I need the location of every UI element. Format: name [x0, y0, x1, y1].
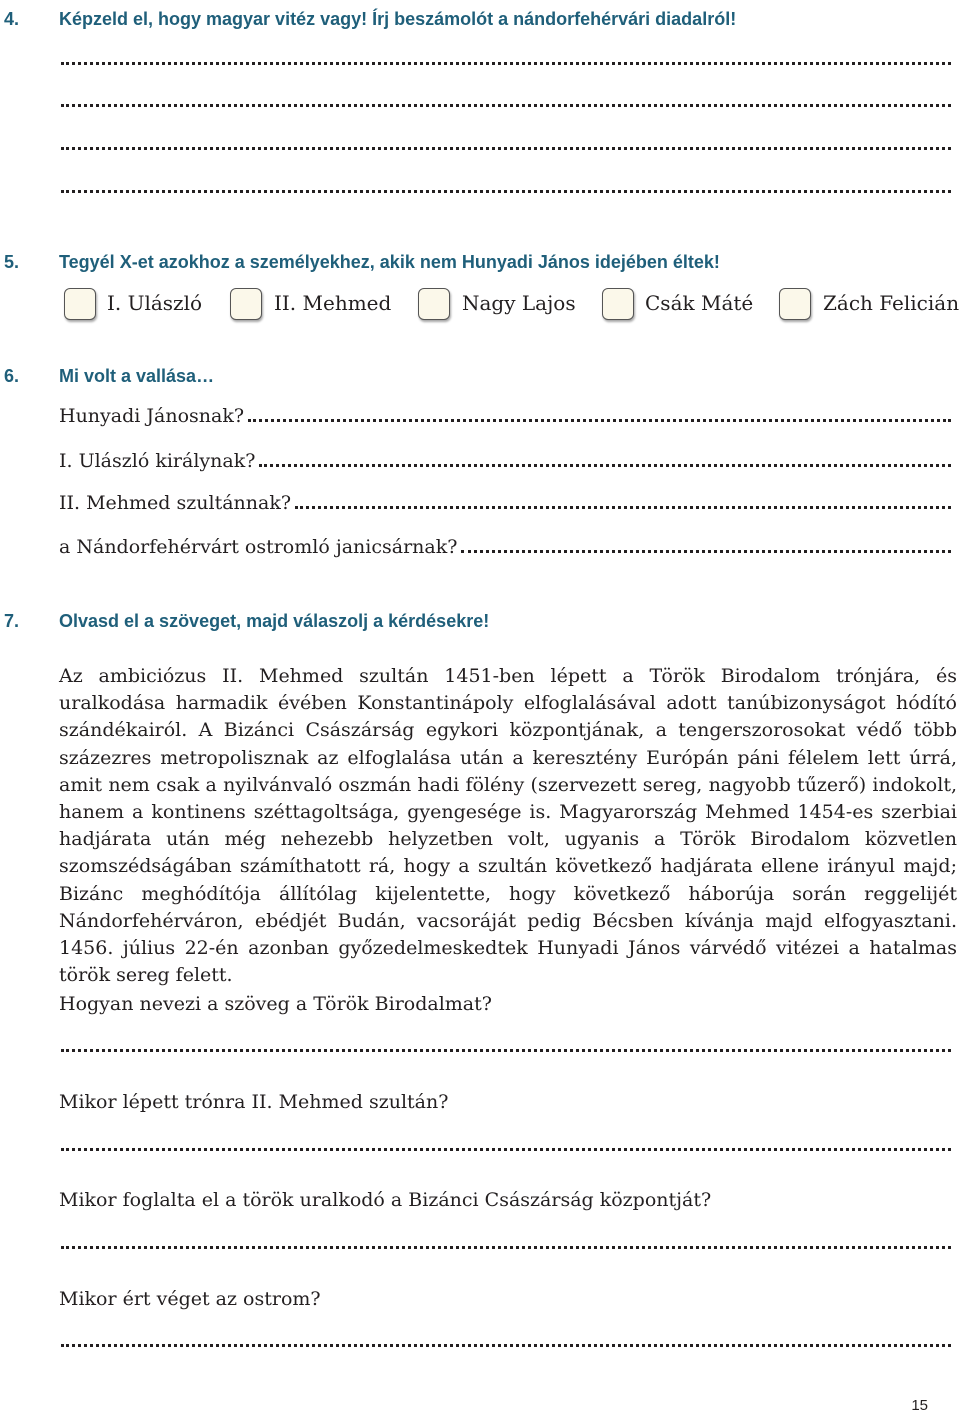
question-label: II. Mehmed szultánnak? [59, 492, 292, 514]
question-row [59, 492, 951, 514]
question-label: Mikor lépett trónra II. Mehmed szultán? [59, 1091, 449, 1113]
answer-line[interactable] [461, 550, 951, 553]
answer-line[interactable] [248, 419, 951, 422]
answer-line[interactable] [61, 147, 951, 150]
task-text: Tegyél X-et azokhoz a személyekhez, akik nem Hunyadi János idejében éltek! [59, 252, 720, 272]
checkbox-i-ulaszlo[interactable] [64, 288, 96, 320]
task-number: 6. [4, 366, 20, 386]
option-label: II. Mehmed [274, 291, 392, 315]
checkbox-csak-mate[interactable] [602, 288, 634, 320]
answer-line[interactable] [61, 190, 951, 193]
task-text: Olvasd el a szöveget, majd válaszolj a kérdésekre! [59, 611, 490, 631]
reading-passage: Az ambiciózus II. Mehmed szultán 1451-ben lépett a Török Birodalom trónjára, és uralkodása harmadik évében Konstantinápoly elfoglalásával adott tanúbizonyságot hódító szándékairól. A Bizánci Császárság egykori központjának, a tengerszorosokat védő több százezres metropolisznak az elfoglalása után a keresztény Európán páni félelem lett úrrá, amit nem csak a nyilvánvaló oszmán hadi fölény (szervezett sereg, nagyobb tűzerő) indokolt, hanem a kontinens széttagoltsága, gyengesége is. Magyarország Mehmed 1454-es szerbiai hadjárata után még nehezebb helyzetben volt, ugyanis a Török Birodalom közvetlen szomszédságában számíthatott rá, hogy a szultán következő hadjárata ellene irányul majd; Bizánc meghódítója állítólag kijelentette, hogy következő háborúja során reggelijét Nándorfehérváron, ebédjét Budán, vacsoráját pedig Bécsben kívánja majd elfogyasztani. 1456. július 22-én azonban győzedelmeskedtek Hunyadi János várvédő vitézei a hatalmas török sereg felett. [59, 665, 957, 987]
question-label: Hogyan nevezi a szöveg a Török Birodalmat? [59, 993, 492, 1015]
answer-line[interactable] [61, 1049, 951, 1052]
question-row [59, 450, 951, 472]
answer-line[interactable] [61, 1344, 951, 1347]
option-label: I. Ulászló [107, 291, 203, 315]
page-number: 15 [911, 1397, 928, 1414]
option-label: Zách Felicián [823, 291, 960, 315]
task-5-title [4, 252, 720, 273]
answer-line[interactable] [259, 464, 951, 467]
question-label: Hunyadi Jánosnak? [59, 405, 245, 427]
question-label: Mikor foglalta el a török uralkodó a Bizánci Császárság központját? [59, 1189, 712, 1211]
task-number: 7. [4, 611, 20, 631]
task-6-title [4, 366, 214, 387]
checkbox-nagy-lajos[interactable] [418, 288, 450, 320]
question-label: I. Ulászló királynak? [59, 450, 256, 472]
question-row [59, 405, 951, 427]
option-label: Nagy Lajos [462, 291, 576, 315]
task-text: Mi volt a vallása… [59, 366, 215, 386]
checkbox-zach-felician[interactable] [779, 288, 811, 320]
answer-line[interactable] [61, 104, 951, 107]
task-number: 4. [4, 9, 20, 29]
answer-line[interactable] [61, 62, 951, 65]
task-text: Képzeld el, hogy magyar vitéz vagy! Írj beszámolót a nándorfehérvári diadalról! [59, 9, 737, 29]
question-label: Mikor ért véget az ostrom? [59, 1288, 321, 1310]
answer-line[interactable] [61, 1148, 951, 1151]
question-row [59, 536, 951, 558]
question-label: a Nándorfehérvárt ostromló janicsárnak? [59, 536, 458, 558]
checkbox-ii-mehmed[interactable] [230, 288, 262, 320]
task-7-title [4, 611, 489, 632]
task-number: 5. [4, 252, 20, 272]
task-4-title [4, 9, 736, 30]
answer-line[interactable] [295, 506, 951, 509]
answer-line[interactable] [61, 1246, 951, 1249]
option-label: Csák Máté [645, 291, 754, 315]
